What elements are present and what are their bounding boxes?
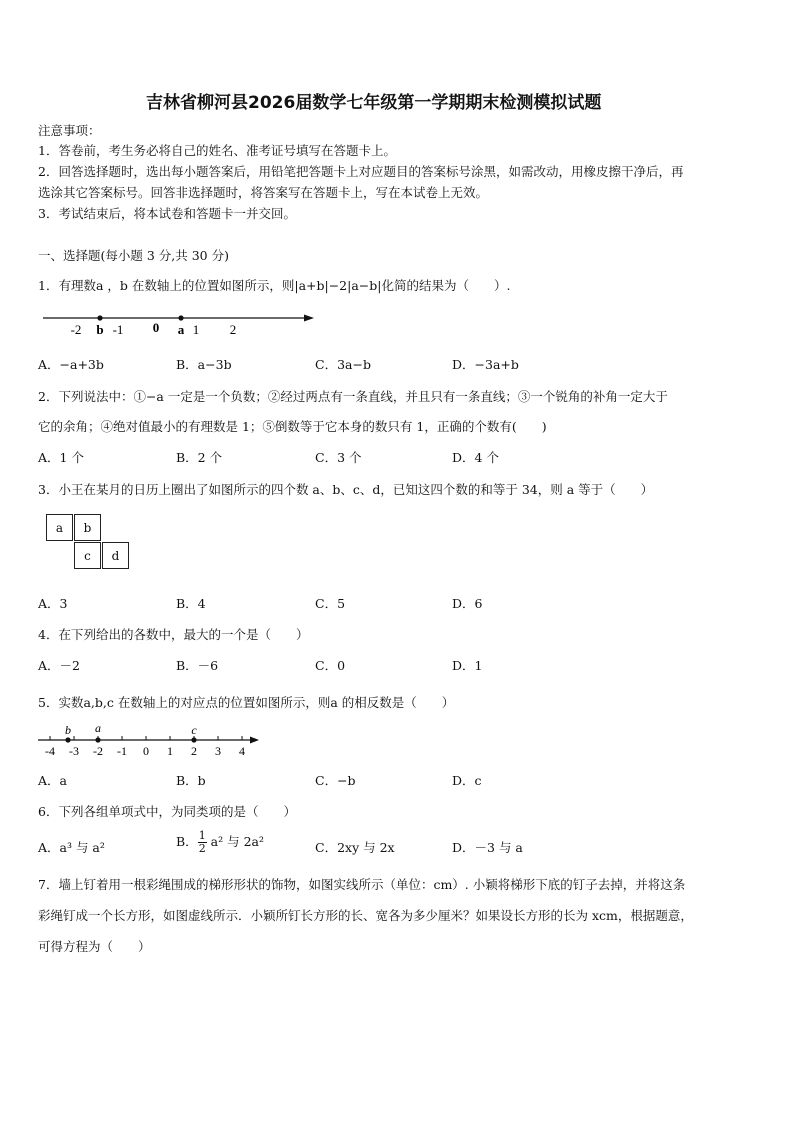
q2-option-b: B．2 个 xyxy=(176,450,223,465)
question-6-text: 6．下列各组单项式中，为同类项的是（ ） xyxy=(38,804,296,819)
q1-point-b xyxy=(97,315,102,320)
calendar-cell-d: d xyxy=(102,542,129,569)
q5-tick-3: 3 xyxy=(215,744,221,758)
section-heading: 一、选择题(每小题 3 分,共 30 分) xyxy=(38,248,229,263)
q6-option-b xyxy=(176,830,264,855)
q5-tick-0: 0 xyxy=(143,744,149,758)
question-4-text: 4．在下列给出的各数中，最大的一个是（ ） xyxy=(38,627,309,642)
q5-number-line xyxy=(34,720,264,760)
q5-tick-neg4: -4 xyxy=(45,744,55,758)
q5-point-c xyxy=(191,737,196,742)
q3-option-b: B．4 xyxy=(176,596,206,611)
q5-axis-arrow xyxy=(250,737,259,744)
q5-tick-2: 2 xyxy=(191,744,197,758)
q6-option-d: D．－3 与 a xyxy=(452,840,523,855)
q2-option-a: A．1 个 xyxy=(38,450,84,465)
question-2-line1: 2．下列说法中：①−a 一定是一个负数；②经过两点有一条直线，并且只有一条直线；③一个锐角的补角一定大于 xyxy=(38,389,668,404)
q1-label-2: 2 xyxy=(229,322,237,337)
note-3: 3．考试结束后，将本试卷和答题卡一并交回。 xyxy=(38,206,296,221)
q5-option-b: B．b xyxy=(176,773,206,788)
q4-option-c: C．0 xyxy=(315,658,346,673)
q5-tick-1: 1 xyxy=(167,744,173,758)
q3-option-a: A．3 xyxy=(38,596,68,611)
question-7-line3: 可得方程为（ ） xyxy=(38,939,151,954)
q5-tick-neg3: -3 xyxy=(69,744,79,758)
q1-label-neg1: -1 xyxy=(112,322,124,337)
question-2-line2: 它的余角；④绝对值最小的有理数是 1；⑤倒数等于它本身的数只有 1，正确的个数有( ) xyxy=(38,419,547,434)
q6-fraction-denominator: 2 xyxy=(198,842,206,855)
question-5-text: 5．实数a,b,c 在数轴上的对应点的位置如图所示，则a 的相反数是（ ） xyxy=(38,695,455,710)
q6-option-c: C．2xy 与 2x xyxy=(315,840,395,855)
q6-option-a: A．a³ 与 a² xyxy=(38,840,105,855)
q5-point-a xyxy=(95,737,100,742)
q1-label-neg2: -2 xyxy=(70,322,82,337)
note-1: 1．答卷前，考生务必将自己的姓名、准考证号填写在答题卡上。 xyxy=(38,143,396,158)
question-1-text: 1．有理数a ，b 在数轴上的位置如图所示，则|a+b|−2|a−b|化简的结果为（ ）. xyxy=(38,278,511,293)
q1-label-a: a xyxy=(177,322,185,337)
q1-label-1: 1 xyxy=(192,322,200,337)
notes-heading: 注意事项： xyxy=(38,123,101,138)
q4-option-b: B．－6 xyxy=(176,658,219,673)
q4-option-a: A．－2 xyxy=(38,658,80,673)
q5-option-d: D．c xyxy=(452,773,482,788)
q5-tick-neg1: -1 xyxy=(117,744,127,758)
q4-option-d: D．1 xyxy=(452,658,483,673)
q1-axis-arrow xyxy=(304,315,314,322)
calendar-cell-a: a xyxy=(46,514,73,541)
q5-tick-neg2: -2 xyxy=(93,744,103,758)
question-7-line2: 彩绳钉成一个长方形，如图虚线所示．小颖所钉长方形的长、宽各为多少厘米？如果设长方形的长为 xcm，根据题意， xyxy=(38,908,693,923)
calendar-cell-c: c xyxy=(74,542,101,569)
q1-option-d: D．−3a+b xyxy=(452,357,519,372)
q6-option-b-fraction xyxy=(198,830,207,855)
q5-label-b: b xyxy=(65,723,71,737)
q6-option-b-suffix: a² 与 2a² xyxy=(210,834,264,849)
q5-tick-4: 4 xyxy=(239,744,245,758)
q3-option-c: C．5 xyxy=(315,596,346,611)
q3-option-d: D．6 xyxy=(452,596,483,611)
question-3-text: 3．小王在某月的日历上圈出了如图所示的四个数 a、b、c、d，已知这四个数的和等于 34，则 a 等于（ ） xyxy=(38,482,654,497)
q5-label-a: a xyxy=(95,721,101,735)
q1-label-0: 0 xyxy=(152,320,160,335)
q1-option-a: A．−a+3b xyxy=(38,357,104,372)
q2-option-c: C．3 个 xyxy=(315,450,362,465)
q1-option-b: B．a−3b xyxy=(176,357,232,372)
q6-fraction-numerator: 1 xyxy=(198,829,206,842)
note-2-line1: 2．回答选择题时，选出每小题答案后，用铅笔把答题卡上对应题目的答案标号涂黑，如需改动，用橡皮擦干净后，再 xyxy=(38,164,684,179)
q5-option-c: C．−b xyxy=(315,773,356,788)
page-title: 吉林省柳河县2026届数学七年级第一学期期末检测模拟试题 xyxy=(146,93,602,113)
q1-option-c: C．3a−b xyxy=(315,357,371,372)
q1-label-b: b xyxy=(96,322,104,337)
q6-option-b-prefix: B． xyxy=(176,834,198,849)
question-7-line1: 7．墙上钉着用一根彩绳围成的梯形形状的饰物，如图实线所示（单位：cm）. 小颖将梯形下底的钉子去掉，并将这条 xyxy=(38,877,686,892)
q1-number-line xyxy=(38,310,328,338)
q5-label-c: c xyxy=(191,723,197,737)
note-2-line2: 选涂其它答案标号。回答非选择题时，将答案写在答题卡上，写在本试卷上无效。 xyxy=(38,185,489,200)
q1-point-a xyxy=(178,315,183,320)
calendar-cell-b: b xyxy=(74,514,101,541)
q5-point-b xyxy=(65,737,70,742)
q5-option-a: A．a xyxy=(38,773,67,788)
q2-option-d: D．4 个 xyxy=(452,450,499,465)
